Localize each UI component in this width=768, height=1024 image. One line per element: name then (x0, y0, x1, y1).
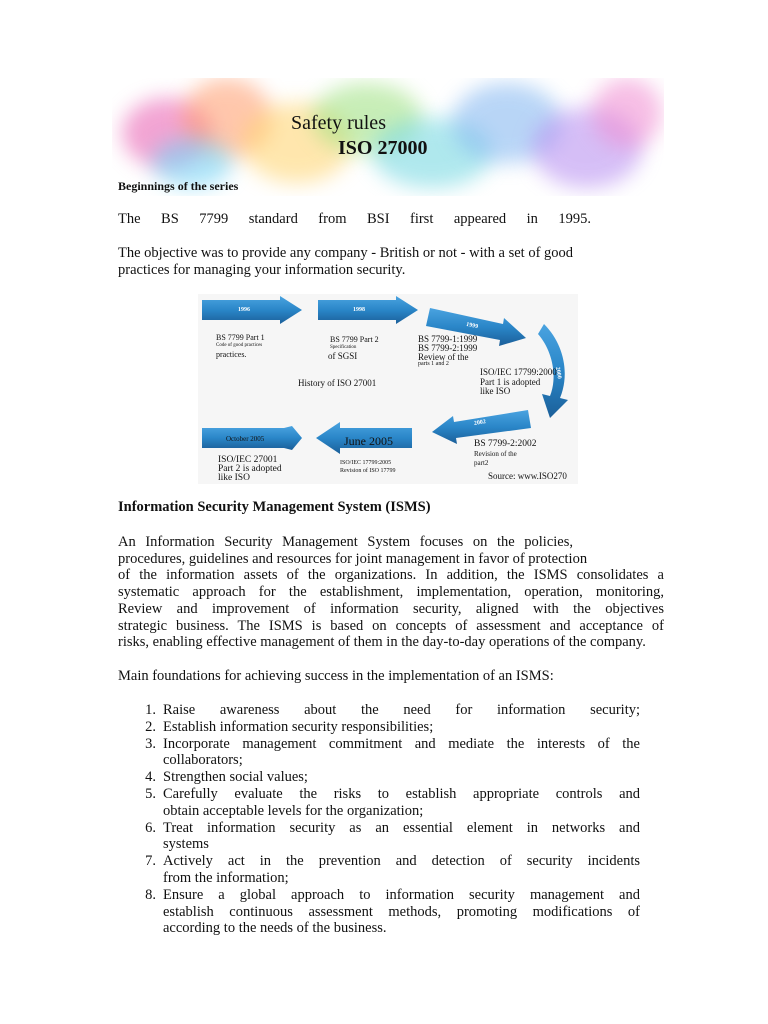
iso-iec-17799-label: ISO/IEC 17799:2000 (480, 367, 557, 377)
list-item (136, 853, 640, 887)
list-item-number: 2. (145, 718, 156, 735)
label-2000: 2000 (554, 366, 562, 380)
source-label: Source: www.ISO270 (488, 471, 567, 481)
iso27001-label: ISO/IEC 27001 (218, 455, 278, 465)
isms-line-7: risks, enabling effective management of them in the day-to-day operations of the company. (118, 634, 646, 651)
isoiec-17799-2005-label: ISO/IEC 17799:2005 (340, 460, 392, 466)
bs7799-part1-label: BS 7799 Part 1 (216, 333, 265, 342)
list-item (136, 887, 640, 937)
isms-line-1: An Information Security Management System focuses on the policies, (118, 534, 573, 550)
like-iso-label: like ISO (480, 386, 511, 396)
label-june-2005: June 2005 (344, 434, 393, 448)
review-of-the-label: Review of the (418, 352, 469, 362)
label-october-2005: October 2005 (226, 435, 265, 443)
iso-history-diagram (198, 294, 578, 484)
bs7799-paragraph: The BS 7799 standard from BSI first appeared in 1995. (118, 211, 591, 227)
list-item-number: 8. (145, 886, 156, 903)
list-item-text: collaborators; (163, 752, 243, 769)
list-item-number: 3. (145, 735, 156, 752)
list-item-text: according to the needs of the business. (163, 920, 387, 937)
page-subtitle: ISO 27000 (338, 137, 428, 159)
list-item-text: establish continuous assessment methods, promoting modifications of (163, 903, 640, 920)
part2-label: part2 (474, 459, 489, 467)
list-item (136, 702, 640, 719)
list-item-text: from the information; (163, 869, 289, 886)
list-item-number: 5. (145, 785, 156, 802)
list-item (136, 820, 640, 854)
isms-line-3: of the information assets of the organizations. In addition, the ISMS consolidates a (118, 567, 664, 584)
list-item (136, 769, 640, 786)
list-item (136, 719, 640, 736)
list-item-text: Establish information security responsibilities; (163, 718, 434, 735)
list-item-text: Raise awareness about the need for information security; (163, 702, 640, 718)
like-iso-b-label: like ISO (218, 473, 250, 483)
foundations-intro: Main foundations for achieving success in the implementation of an ISMS: (118, 668, 554, 684)
list-item-text: Carefully evaluate the risks to establish appropriate controls and (163, 785, 640, 802)
history-center-label: History of ISO 27001 (298, 378, 377, 388)
isms-line-6: strategic business. The ISMS is based on concepts of assessment and acceptance of (118, 617, 664, 634)
list-item-text: Incorporate management commitment and mediate the interests of the (163, 735, 640, 752)
list-item-text: Strengthen social values; (163, 769, 308, 786)
label-2002: 2002 (473, 419, 487, 427)
list-item-text: obtain acceptable levels for the organization; (163, 802, 424, 819)
objective-line-2: practices for managing your information security. (118, 262, 406, 278)
objective-line-1: The objective was to provide any company - British or not - with a set of good (118, 245, 574, 261)
objective-paragraph (118, 245, 618, 279)
page-title: Safety rules (291, 112, 386, 134)
beginnings-heading: Beginnings of the series (118, 179, 239, 193)
bs7799-part2-label: BS 7799 Part 2 (330, 335, 379, 344)
label-1999: 1999 (465, 321, 479, 331)
specification-label: Specification (330, 345, 357, 350)
list-item-text: Treat information security as an essential element in networks and (163, 819, 640, 836)
list-item-number: 4. (145, 769, 156, 786)
part2-adopted-label: Part 2 is adopted (218, 464, 282, 474)
parts-1-2-label: parts 1 and 2 (418, 361, 449, 367)
isms-line-4: systematic approach for the establishment, implementation, operation, monitoring, (118, 584, 664, 601)
isms-line-2: procedures, guidelines and resources for joint management in favor of protection (118, 550, 588, 567)
label-1996: 1996 (238, 307, 250, 313)
label-1998: 1998 (353, 307, 365, 313)
isms-line-5: Review and improvement of information security, aligned with the objectives (118, 600, 664, 617)
list-item (136, 786, 640, 820)
bs7799-2-2002-label: BS 7799-2:2002 (474, 439, 537, 449)
list-item (136, 736, 640, 770)
revision-of-the-label: Revision of the (474, 450, 517, 458)
practices-label: practices. (216, 350, 247, 359)
list-item-text: systems (163, 836, 209, 853)
bs7799-1-1999-label: BS 7799-1:1999 (418, 334, 478, 344)
list-item-text: Actively act in the prevention and detection of security incidents (163, 853, 640, 870)
code-practices-label: Code of good practices (216, 343, 263, 348)
list-item-text: Ensure a global approach to information security management and (163, 886, 640, 903)
bs7799-2-1999-label: BS 7799-2:1999 (418, 343, 478, 353)
of-sgsi-label: of SGSI (328, 351, 358, 361)
part1-adopted-label: Part 1 is adopted (480, 377, 541, 387)
foundations-list (136, 702, 640, 937)
list-item-number: 6. (145, 819, 156, 836)
list-item-number: 1. (145, 702, 156, 718)
list-item-number: 7. (145, 853, 156, 870)
isms-heading: Information Security Management System (ISMS) (118, 499, 431, 515)
revision-iso17799-label: Revision of ISO 17799 (340, 468, 396, 474)
isms-paragraph (118, 534, 664, 651)
